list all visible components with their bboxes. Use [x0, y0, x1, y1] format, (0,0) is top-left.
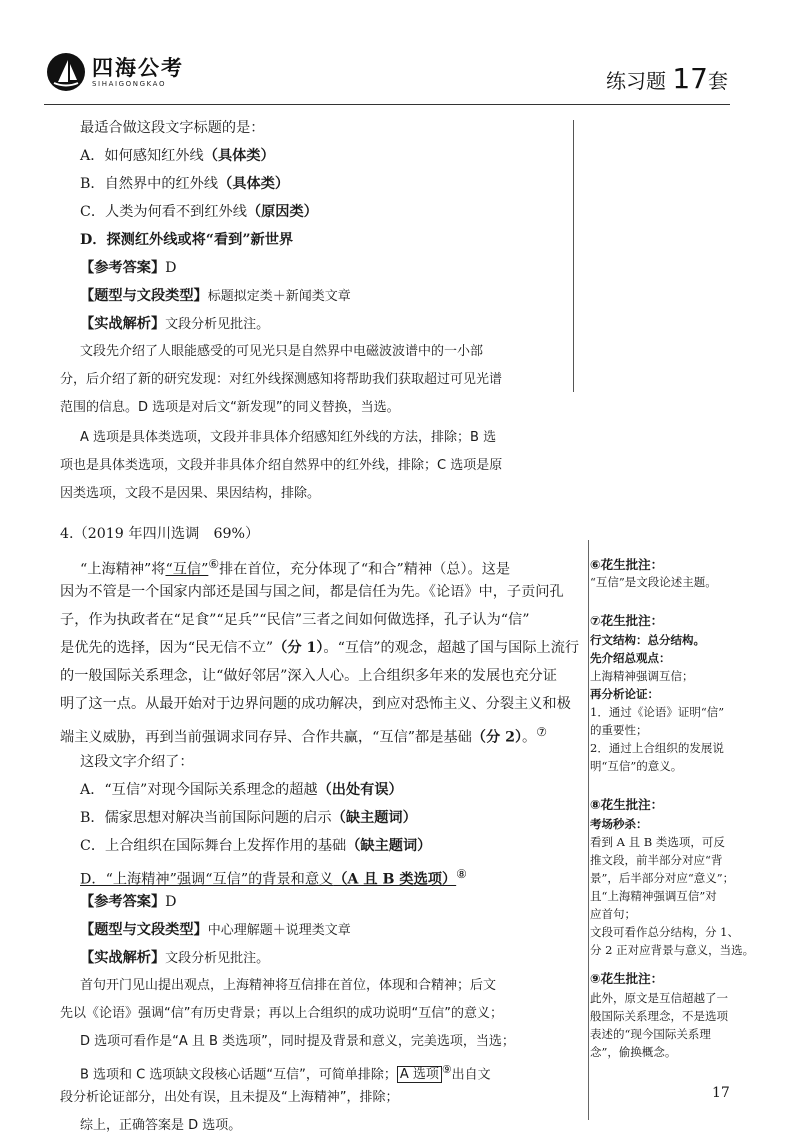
analysis-paragraph: A 选项是具体类选项，文段并非具体介绍感知红外线的方法，排除；B 选	[80, 430, 497, 445]
passage-line: 明了这一点。从最开始对于边界问题的成功解决，到应对恐怖主义、分裂主义和极	[60, 696, 571, 712]
note-8-text: 推文段，前半部分对应“背	[590, 853, 723, 867]
option-b: B．自然界中的红外线（具体类）	[80, 176, 290, 192]
option-a: A．“互信”对现今国际关系理念的超越（出处有误）	[80, 782, 403, 798]
passage-line: 是优先的选择，因为“民无信不立”（分 1）。“互信”的观念，超越了国与国际上流行	[60, 640, 580, 656]
option-d: D．“上海精神”强调“互信”的背景和意义（A 且 B 类选项）⑧	[80, 867, 467, 888]
option-c: C．人类为何看不到红外线（原因类）	[80, 204, 318, 220]
analysis-line: 【实战解析】文段分析见批注。	[80, 316, 270, 332]
analysis-paragraph: 段分析论证部分，出处有误，且未提及“上海精神”，排除；	[60, 1090, 399, 1105]
option-c: C．上合组织在国际舞台上发挥作用的基础（缺主题词）	[80, 838, 432, 854]
note-8-text: 考场秒杀：	[590, 817, 648, 831]
option-a: A．如何感知红外线（具体类）	[80, 148, 275, 164]
header-divider	[44, 104, 730, 105]
note-8-text: 文段可看作总分结构，分 1、	[590, 925, 739, 939]
note-7-text: 2．通过上合组织的发展说	[590, 741, 724, 755]
type-line: 【题型与文段类型】中心理解题＋说理类文章	[80, 922, 351, 938]
passage-line: 因为不管是一个国家内部还是国与国之间，都是信任为先。《论语》中，子贡问孔	[60, 584, 564, 600]
passage-line: 的一般国际关系理念，让“做好邻居”深入人心。上合组织多年来的发展也充分证	[60, 668, 557, 684]
note-6-title: ⑥花生批注：	[590, 557, 664, 572]
note-9-text: 此外，原文是互信超越了一	[590, 991, 728, 1005]
note-8-text: 景”，后半部分对应“意义”；	[590, 871, 735, 885]
logo-subtitle: SIHAIGONGKAO	[92, 80, 167, 88]
question-stem: 这段文字介绍了：	[80, 754, 194, 770]
analysis-paragraph: 因类选项，文段不是因果、果因结构，排除。	[60, 486, 321, 501]
passage-line: 端主义威胁，再到当前强调求同存异、合作共赢，“互信”都是基础（分 2）。⑦	[60, 725, 547, 746]
passage-line: 子，作为执政者在“足食”“足兵”“民信”三者之间如何做选择，孔子认为“信”	[60, 612, 530, 628]
note-8-text: 且“上海精神强调互信”对	[590, 889, 717, 903]
note-9-text: 般国际关系理念，不是选项	[590, 1009, 728, 1023]
analysis-paragraph: 首句开门见山提出观点，上海精神将互信排在首位，体现和合精神；后文	[80, 978, 497, 993]
analysis-paragraph: D 选项可看作是“A 且 B 类选项”，同时提及背景和意义，完美选项，当选；	[80, 1034, 515, 1049]
passage-line: “上海精神”将“互信”⑥排在首位，充分体现了“和合”精神（总）。这是	[80, 557, 511, 578]
analysis-paragraph: 综上，正确答案是 D 选项。	[80, 1118, 242, 1133]
note-7-text: 先介绍总观点：	[590, 651, 671, 665]
type-line: 【题型与文段类型】标题拟定类＋新闻类文章	[80, 288, 351, 304]
analysis-paragraph: 分，后介绍了新的研究发现：对红外线探测感知将帮助我们获取超过可见光谱	[60, 372, 503, 387]
analysis-line: 【实战解析】文段分析见批注。	[80, 950, 270, 966]
note-7-title: ⑦花生批注：	[590, 613, 664, 628]
analysis-paragraph: 先以《论语》强调“信”有历史背景；再以上合组织的成功说明“互信”的意义；	[60, 1006, 503, 1021]
note-9-text: 念”，偷换概念。	[590, 1045, 677, 1059]
note-7-text: 行文结构：总分结构。	[590, 633, 705, 647]
note-9-text: 表述的“现今国际关系理	[590, 1027, 711, 1041]
question-stem: 最适合做这段文字标题的是：	[80, 120, 265, 136]
note-7-text: 再分析论证：	[590, 687, 659, 701]
note-8-text: 看到 A 且 B 类选项，可反	[590, 835, 725, 849]
publisher-logo	[46, 52, 184, 92]
logo-title: 四海公考	[92, 56, 184, 80]
page-number: 17	[712, 1085, 730, 1101]
analysis-paragraph: 文段先介绍了人眼能感受的可见光只是自然界中电磁波波谱中的一小部	[80, 344, 484, 359]
note-9-title: ⑨花生批注：	[590, 971, 664, 986]
sail-logo-icon	[46, 52, 86, 92]
answer-line: 【参考答案】D	[80, 260, 177, 276]
analysis-paragraph: B 选项和 C 选项缺文段核心话题“互信”，可简单排除； A 选项 ⑨出自文	[80, 1063, 491, 1083]
analysis-paragraph: 项也是具体类选项，文段并非具体介绍自然界中的红外线，排除；C 选项是原	[60, 458, 503, 473]
note-7-text: 明“互信”的意义。	[590, 759, 683, 773]
note-8-text: 应首句；	[590, 907, 636, 921]
note-8-title: ⑧花生批注：	[590, 797, 664, 812]
note-7-text: 的重要性；	[590, 723, 648, 737]
option-b: B．儒家思想对解决当前国际问题的启示（缺主题词）	[80, 810, 417, 826]
note-6-text: “互信”是文段论述主题。	[590, 575, 717, 589]
option-d: D．探测红外线或将“看到”新世界	[80, 232, 294, 248]
note-8-text: 分 2 正对应背景与意义，当选。	[590, 943, 755, 957]
note-7-text: 上海精神强调互信；	[590, 669, 694, 683]
question-number: 4.（2019 年四川选调 69%）	[60, 526, 260, 542]
margin-rule	[573, 120, 574, 392]
set-title: 练习题 17套	[606, 62, 728, 95]
answer-line: 【参考答案】D	[80, 894, 177, 910]
analysis-paragraph: 范围的信息。D 选项是对后文“新发现”的同义替换，当选。	[60, 400, 400, 415]
note-7-text: 1．通过《论语》证明“信”	[590, 705, 725, 719]
margin-rule	[588, 540, 589, 1120]
